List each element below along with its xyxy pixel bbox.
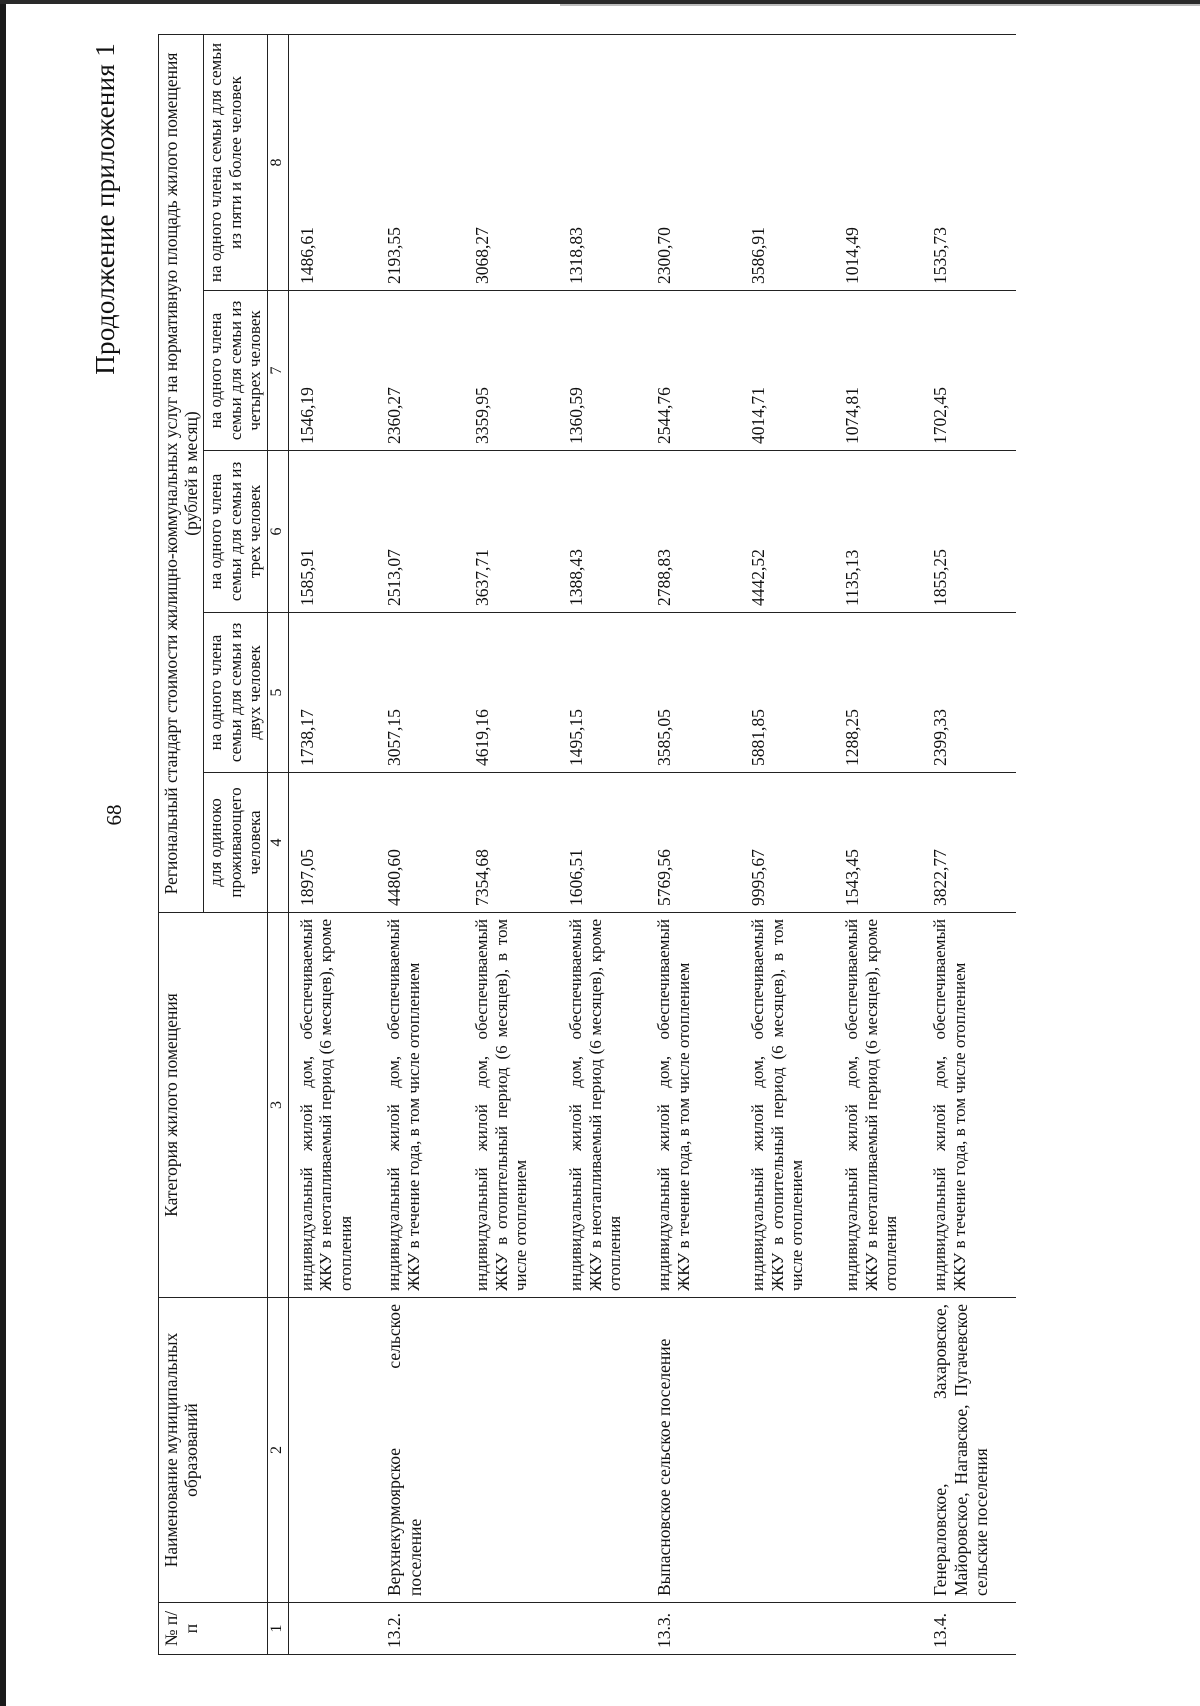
row-number bbox=[464, 1603, 558, 1655]
value-three: 1585,91 bbox=[288, 451, 376, 613]
column-number: 7 bbox=[267, 291, 288, 451]
dwelling-category: индивидуальный жилой дом, обеспечиваемый ЖКУ в отопительный период (6 месяцев), в том числе отоплением bbox=[740, 913, 834, 1298]
column-number: 1 bbox=[267, 1603, 288, 1655]
value-four: 2360,27 bbox=[376, 291, 464, 451]
municipality-name bbox=[834, 1298, 922, 1603]
value-three: 4442,52 bbox=[740, 451, 834, 613]
value-five-plus: 1014,49 bbox=[834, 34, 922, 290]
value-single: 1606,51 bbox=[558, 773, 646, 913]
header-municipality: Наименование муниципальных образований bbox=[159, 1298, 268, 1603]
column-number-row bbox=[267, 34, 288, 1654]
dwelling-category: индивидуальный жилой дом, обеспечиваемый ЖКУ в отопительный период (6 месяцев), в том числе отоплением bbox=[464, 913, 558, 1298]
scan-edge-left bbox=[0, 0, 6, 1706]
header-col5: на одного члена семьи для семьи из двух человек bbox=[204, 613, 268, 773]
value-single: 7354,68 bbox=[464, 773, 558, 913]
value-five-plus: 3068,27 bbox=[464, 34, 558, 290]
column-number: 2 bbox=[267, 1298, 288, 1603]
value-single: 4480,60 bbox=[376, 773, 464, 913]
value-four: 1074,81 bbox=[834, 291, 922, 451]
value-single: 1897,05 bbox=[288, 773, 376, 913]
header-num: № п/п bbox=[159, 1603, 268, 1655]
table-row bbox=[288, 34, 376, 1654]
value-five-plus: 2193,55 bbox=[376, 34, 464, 290]
value-five-plus: 1486,61 bbox=[288, 34, 376, 290]
header-col7: на одного члена семьи для семьи из четырех человек bbox=[204, 291, 268, 451]
table-row bbox=[740, 34, 834, 1654]
row-number bbox=[740, 1603, 834, 1655]
value-three: 1855,25 bbox=[922, 451, 1016, 613]
municipality-name: Верхнекурмоярское сельское поселение bbox=[376, 1298, 464, 1603]
value-two: 1288,25 bbox=[834, 613, 922, 773]
municipality-name: Выпасновское сельское поселение bbox=[646, 1298, 740, 1603]
value-two: 2399,33 bbox=[922, 613, 1016, 773]
row-number bbox=[288, 1603, 376, 1655]
table-row bbox=[558, 34, 646, 1654]
value-three: 1388,43 bbox=[558, 451, 646, 613]
value-four: 4014,71 bbox=[740, 291, 834, 451]
table-row bbox=[376, 34, 464, 1654]
value-five-plus: 3586,91 bbox=[740, 34, 834, 290]
table-header-row-1 bbox=[159, 34, 204, 1654]
row-number: 13.3. bbox=[646, 1603, 740, 1655]
header-col4: для одиноко проживающего человека bbox=[204, 773, 268, 913]
appendix-title: Продолжение приложения 1 bbox=[90, 43, 120, 375]
dwelling-category: индивидуальный жилой дом, обеспечиваемый ЖКУ в неотапливаемый период (6 месяцев), кроме отопления bbox=[834, 913, 922, 1298]
table-row bbox=[646, 34, 740, 1654]
dwelling-category: индивидуальный жилой дом, обеспечиваемый ЖКУ в течение года, в том числе отоплением bbox=[922, 913, 1016, 1298]
value-five-plus: 2300,70 bbox=[646, 34, 740, 290]
table-row bbox=[922, 34, 1016, 1654]
value-three: 2513,07 bbox=[376, 451, 464, 613]
value-three: 3637,71 bbox=[464, 451, 558, 613]
value-four: 3359,95 bbox=[464, 291, 558, 451]
column-number: 5 bbox=[267, 613, 288, 773]
table-row bbox=[464, 34, 558, 1654]
value-two: 1738,17 bbox=[288, 613, 376, 773]
header-col6: на одного члена семьи для семьи из трех человек bbox=[204, 451, 268, 613]
value-two: 3585,05 bbox=[646, 613, 740, 773]
page-number: 68 bbox=[102, 804, 126, 826]
value-single: 9995,67 bbox=[740, 773, 834, 913]
header-category: Категория жилого помещения bbox=[159, 913, 268, 1298]
value-three: 1135,13 bbox=[834, 451, 922, 613]
value-four: 1360,59 bbox=[558, 291, 646, 451]
municipality-name: Генераловское, Захаровское, Майоровское, Нагавское, Пугачевское сельские поселения bbox=[922, 1298, 1016, 1603]
column-number: 3 bbox=[267, 913, 288, 1298]
municipality-name bbox=[288, 1298, 376, 1603]
value-three: 2788,83 bbox=[646, 451, 740, 613]
dwelling-category: индивидуальный жилой дом, обеспечиваемый ЖКУ в течение года, в том числе отоплением bbox=[646, 913, 740, 1298]
dwelling-category: индивидуальный жилой дом, обеспечиваемый ЖКУ в неотапливаемый период (6 месяцев), кроме отопления bbox=[558, 913, 646, 1298]
table-row bbox=[834, 34, 922, 1654]
header-col8: на одного члена семьи для семьи из пяти и более человек bbox=[204, 34, 268, 290]
column-number: 6 bbox=[267, 451, 288, 613]
row-number: 13.4. bbox=[922, 1603, 1016, 1655]
value-five-plus: 1535,73 bbox=[922, 34, 1016, 290]
row-number bbox=[558, 1603, 646, 1655]
value-single: 3822,77 bbox=[922, 773, 1016, 913]
row-number: 13.2. bbox=[376, 1603, 464, 1655]
municipality-name bbox=[740, 1298, 834, 1603]
value-single: 5769,56 bbox=[646, 773, 740, 913]
value-two: 5881,85 bbox=[740, 613, 834, 773]
scan-edge-top-faint bbox=[560, 4, 1200, 6]
column-number: 4 bbox=[267, 773, 288, 913]
dwelling-category: индивидуальный жилой дом, обеспечиваемый ЖКУ в неотапливаемый период (6 месяцев), кроме отопления bbox=[288, 913, 376, 1298]
column-number: 8 bbox=[267, 34, 288, 290]
value-two: 4619,16 bbox=[464, 613, 558, 773]
value-two: 1495,15 bbox=[558, 613, 646, 773]
value-four: 2544,76 bbox=[646, 291, 740, 451]
value-four: 1546,19 bbox=[288, 291, 376, 451]
value-single: 1543,45 bbox=[834, 773, 922, 913]
row-number bbox=[834, 1603, 922, 1655]
header-standard-group: Региональный стандарт стоимости жилищно-коммунальных услуг на нормативную площадь жилого помещения (рублей в месяц) bbox=[159, 34, 204, 912]
municipality-name bbox=[558, 1298, 646, 1603]
value-four: 1702,45 bbox=[922, 291, 1016, 451]
value-five-plus: 1318,83 bbox=[558, 34, 646, 290]
municipality-name bbox=[464, 1298, 558, 1603]
rotated-document-page bbox=[92, 35, 1200, 1655]
value-two: 3057,15 bbox=[376, 613, 464, 773]
housing-cost-table bbox=[158, 34, 1016, 1655]
dwelling-category: индивидуальный жилой дом, обеспечиваемый ЖКУ в течение года, в том числе отоплением bbox=[376, 913, 464, 1298]
